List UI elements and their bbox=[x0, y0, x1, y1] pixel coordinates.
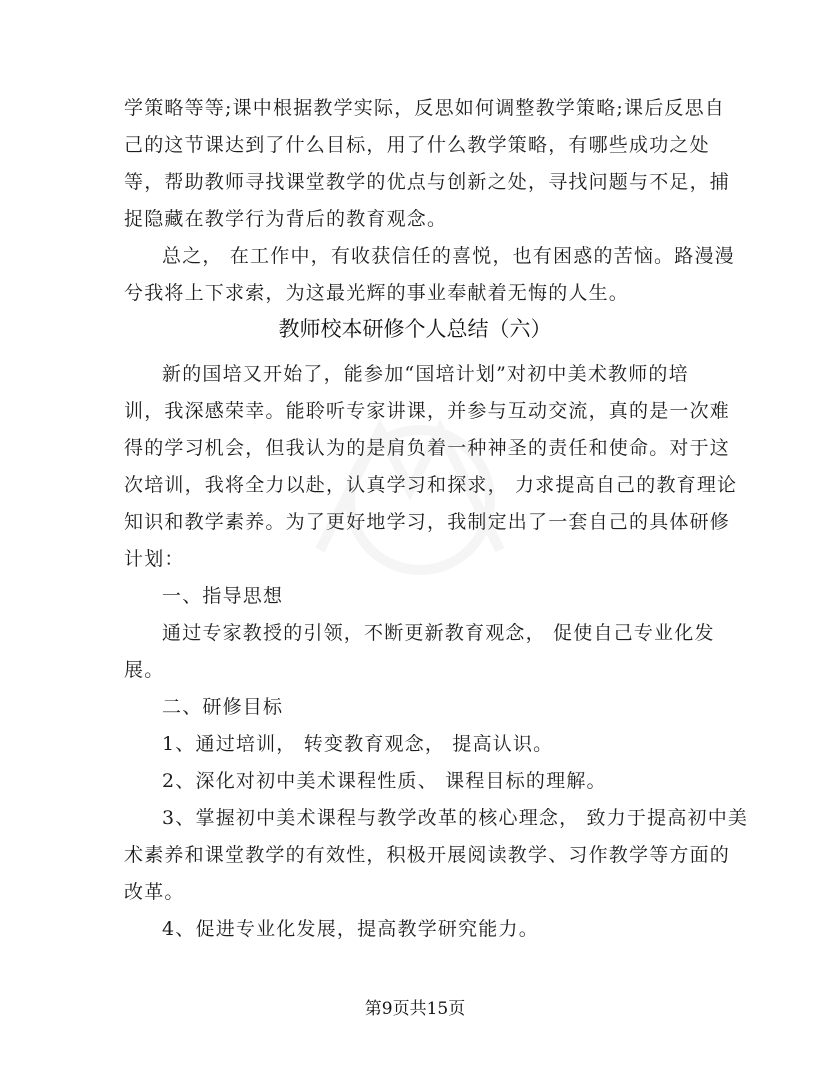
text-line: 得的学习机会，但我认为的是肩负着一种神圣的责任和使命。对于这 bbox=[124, 437, 731, 459]
heading-guiding-thought: 一、指导思想 bbox=[162, 585, 284, 607]
section-title: 教师校本研修个人总结（六） bbox=[278, 317, 552, 341]
text-line: 等，帮助教师寻找课堂教学的优点与创新之处，寻找问题与不足，捕 bbox=[124, 171, 731, 193]
text-line: 改革。 bbox=[124, 881, 185, 903]
page-number: 第9页共15页 bbox=[364, 999, 466, 1019]
text-line: 术素养和课堂教学的有效性，积极开展阅读教学、习作教学等方面的 bbox=[124, 844, 731, 866]
text-line: 知识和教学素养。为了更好地学习，我制定出了一套自己的具体研修 bbox=[124, 511, 731, 533]
text-line: 展。 bbox=[124, 659, 165, 681]
text-line: 捉隐藏在教学行为背后的教育观念。 bbox=[124, 208, 448, 230]
goal-item: 3、掌握初中美术课程与教学改革的核心理念， 致力于提高初中美 bbox=[162, 807, 749, 829]
goal-item: 1、通过培训， 转变教育观念， 提高认识。 bbox=[162, 733, 554, 755]
text-line: 总之， 在工作中，有收获信任的喜悦，也有困惑的苦恼。路漫漫 bbox=[162, 245, 735, 267]
text-line: 学策略等等;课中根据教学实际，反思如何调整教学策略;课后反思自 bbox=[124, 97, 726, 119]
text-line: 次培训，我将全力以赴，认真学习和探求， 力求提高自己的教育理论 bbox=[124, 474, 738, 496]
goal-item: 4、促进专业化发展，提高教学研究能力。 bbox=[162, 918, 539, 940]
text-line: 通过专家教授的引领，不断更新教育观念， 促使自己专业化发 bbox=[162, 622, 715, 644]
heading-study-goals: 二、研修目标 bbox=[162, 696, 284, 718]
goal-item: 2、深化对初中美术课程性质、 课程目标的理解。 bbox=[162, 770, 607, 792]
text-line: 训，我深感荣幸。能聆听专家讲课，并参与互动交流，真的是一次难 bbox=[124, 400, 731, 422]
text-line: 计划： bbox=[124, 548, 185, 570]
text-line: 己的这节课达到了什么目标，用了什么教学策略，有哪些成功之处 bbox=[124, 134, 710, 156]
text-line: 新的国培又开始了，能参加“国培计划”对初中美术教师的培 bbox=[162, 363, 689, 385]
text-line: 兮我将上下求索，为这最光辉的事业奉献着无悔的人生。 bbox=[124, 282, 630, 304]
